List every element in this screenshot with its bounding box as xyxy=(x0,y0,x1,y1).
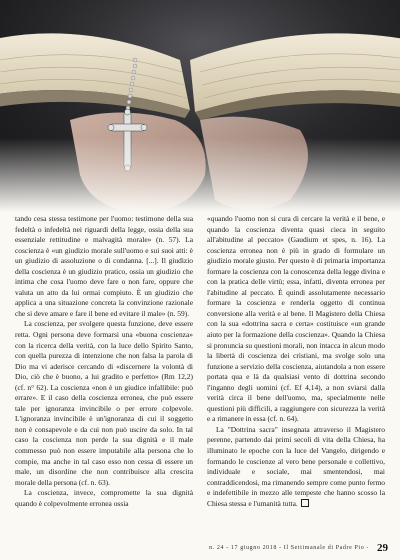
paragraph: La coscienza, invece, compromette la sua dignità quando è colpevolmente erronea ossia xyxy=(15,488,193,508)
page-number: 29 xyxy=(377,542,388,554)
column-right xyxy=(207,214,385,532)
bible-rosary-icon xyxy=(0,0,400,212)
paragraph: tando cesa stessa testimone per l'uomo: testimone della sua fedeltà o infedeltà nei riguardi della legge, ossia della sua essenziale rettitudine e malvagità morale» (n. 57). La coscienza è «un giudizio morale sull'uomo e sui suoi atti: è un giudizio di assoluzione o di condanna. [...]. Il giudizio della coscienza è un giudizio pratico, ossia un giudizio che intima che cosa l'uomo deve fare o non fare, oppure che valuta un atto da lui ormai compiuto. È un giudizio che applica a una situazione concreta la convinzione razionale che si deve amare e fare il bene ed evitare il male» (n. 59). xyxy=(15,214,193,318)
column-left xyxy=(15,214,193,532)
article-body xyxy=(15,214,385,532)
end-of-article-icon xyxy=(301,499,309,507)
header-photo xyxy=(0,0,400,212)
paragraph-text: La "Dottrina sacra" insegnata attraverso il Magistero perenne, partendo dai primi secoli di vita della Chiesa, ha illuminato le epoche con la luce del Vangelo, dirigendo e formando le coscienze al vero bene personale e collettivo, individuale e sociale, mai smentendosi, mai contraddicendosi, ma rimanendo sempre come punto fermo e indefettibile in mezzo alle tempeste che hanno scosso la Chiesa stessa e l'umanità tutta. xyxy=(207,424,385,508)
paragraph: «quando l'uomo non si cura di cercare la verità e il bene, e quando la coscienza diventa quasi cieca in seguito all'abitudine al peccato» (Gaudium et spes, n. 16). La coscienza erronea non è più in grado di formulare un giudizio morale giusto. Per questo è di primaria importanza formare la coscienza con la conoscenza della legge divina e con la pratica delle virtù; essa, infatti, diventa erronea per l'abitudine al peccato. È quindi assolutamente necessario formare la coscienza e renderla oggetto di continua conversione alla verità e al bene. Il Magistero della Chiesa con la sua «dottrina sacra e certa» costituisce «un grande aiuto per la formazione della coscienza». Quando la Chiesa si pronuncia su questioni morali, non intacca in alcun modo la libertà di coscienza dei cristiani, ma svolge solo una funzione a servizio della coscienza, aiutandola a non essere portata qua e là da qualsiasi vento di dottrina secondo l'inganno degli uomini (cf. Ef 4,14), a non sviarsi dalla verità circa il bene dell'uomo, ma, specialmente nelle questioni più difficili, a raggiungere con sicurezza la verità e a rimanere in essa (cf. n. 64). xyxy=(207,214,385,424)
paragraph xyxy=(207,425,385,509)
paragraph: La coscienza, per svolgere questa funzione, deve essere retta. Ogni persona deve formarsi una «buona coscienza» con la ricerca della verità, con la luce dello Spirito Santo, con quella purezza di intenzione che non falsa la parola di Dio ma vi aderisce cercando di «discernere la volontà di Dio, ciò che è buono, a lui gradito e perfetto» (Rm 12,2) (cf. n° 62). La coscienza «non è un giudice infallibile: può errare». E il caso della coscienza erronea, che può essere tale per ignoranza invincibile o per errore colpevole. L'ignoranza invincibile è un'ignoranza di cui il soggetto non è consapevole e da cui non può uscire da solo. In tal caso la coscienza non perde la sua dignità e il male commesso può non essere imputabile alla persona che lo compie, ma anche in tal caso esso non cessa di essere un male, un disordine che non contribuisce alla crescita morale della persona (cf. n. 63). xyxy=(15,319,193,487)
page-footer xyxy=(15,540,388,556)
issue-info: n. 24 - 17 giugno 2018 - Il Settimanale di Padre Pio - xyxy=(209,545,369,551)
